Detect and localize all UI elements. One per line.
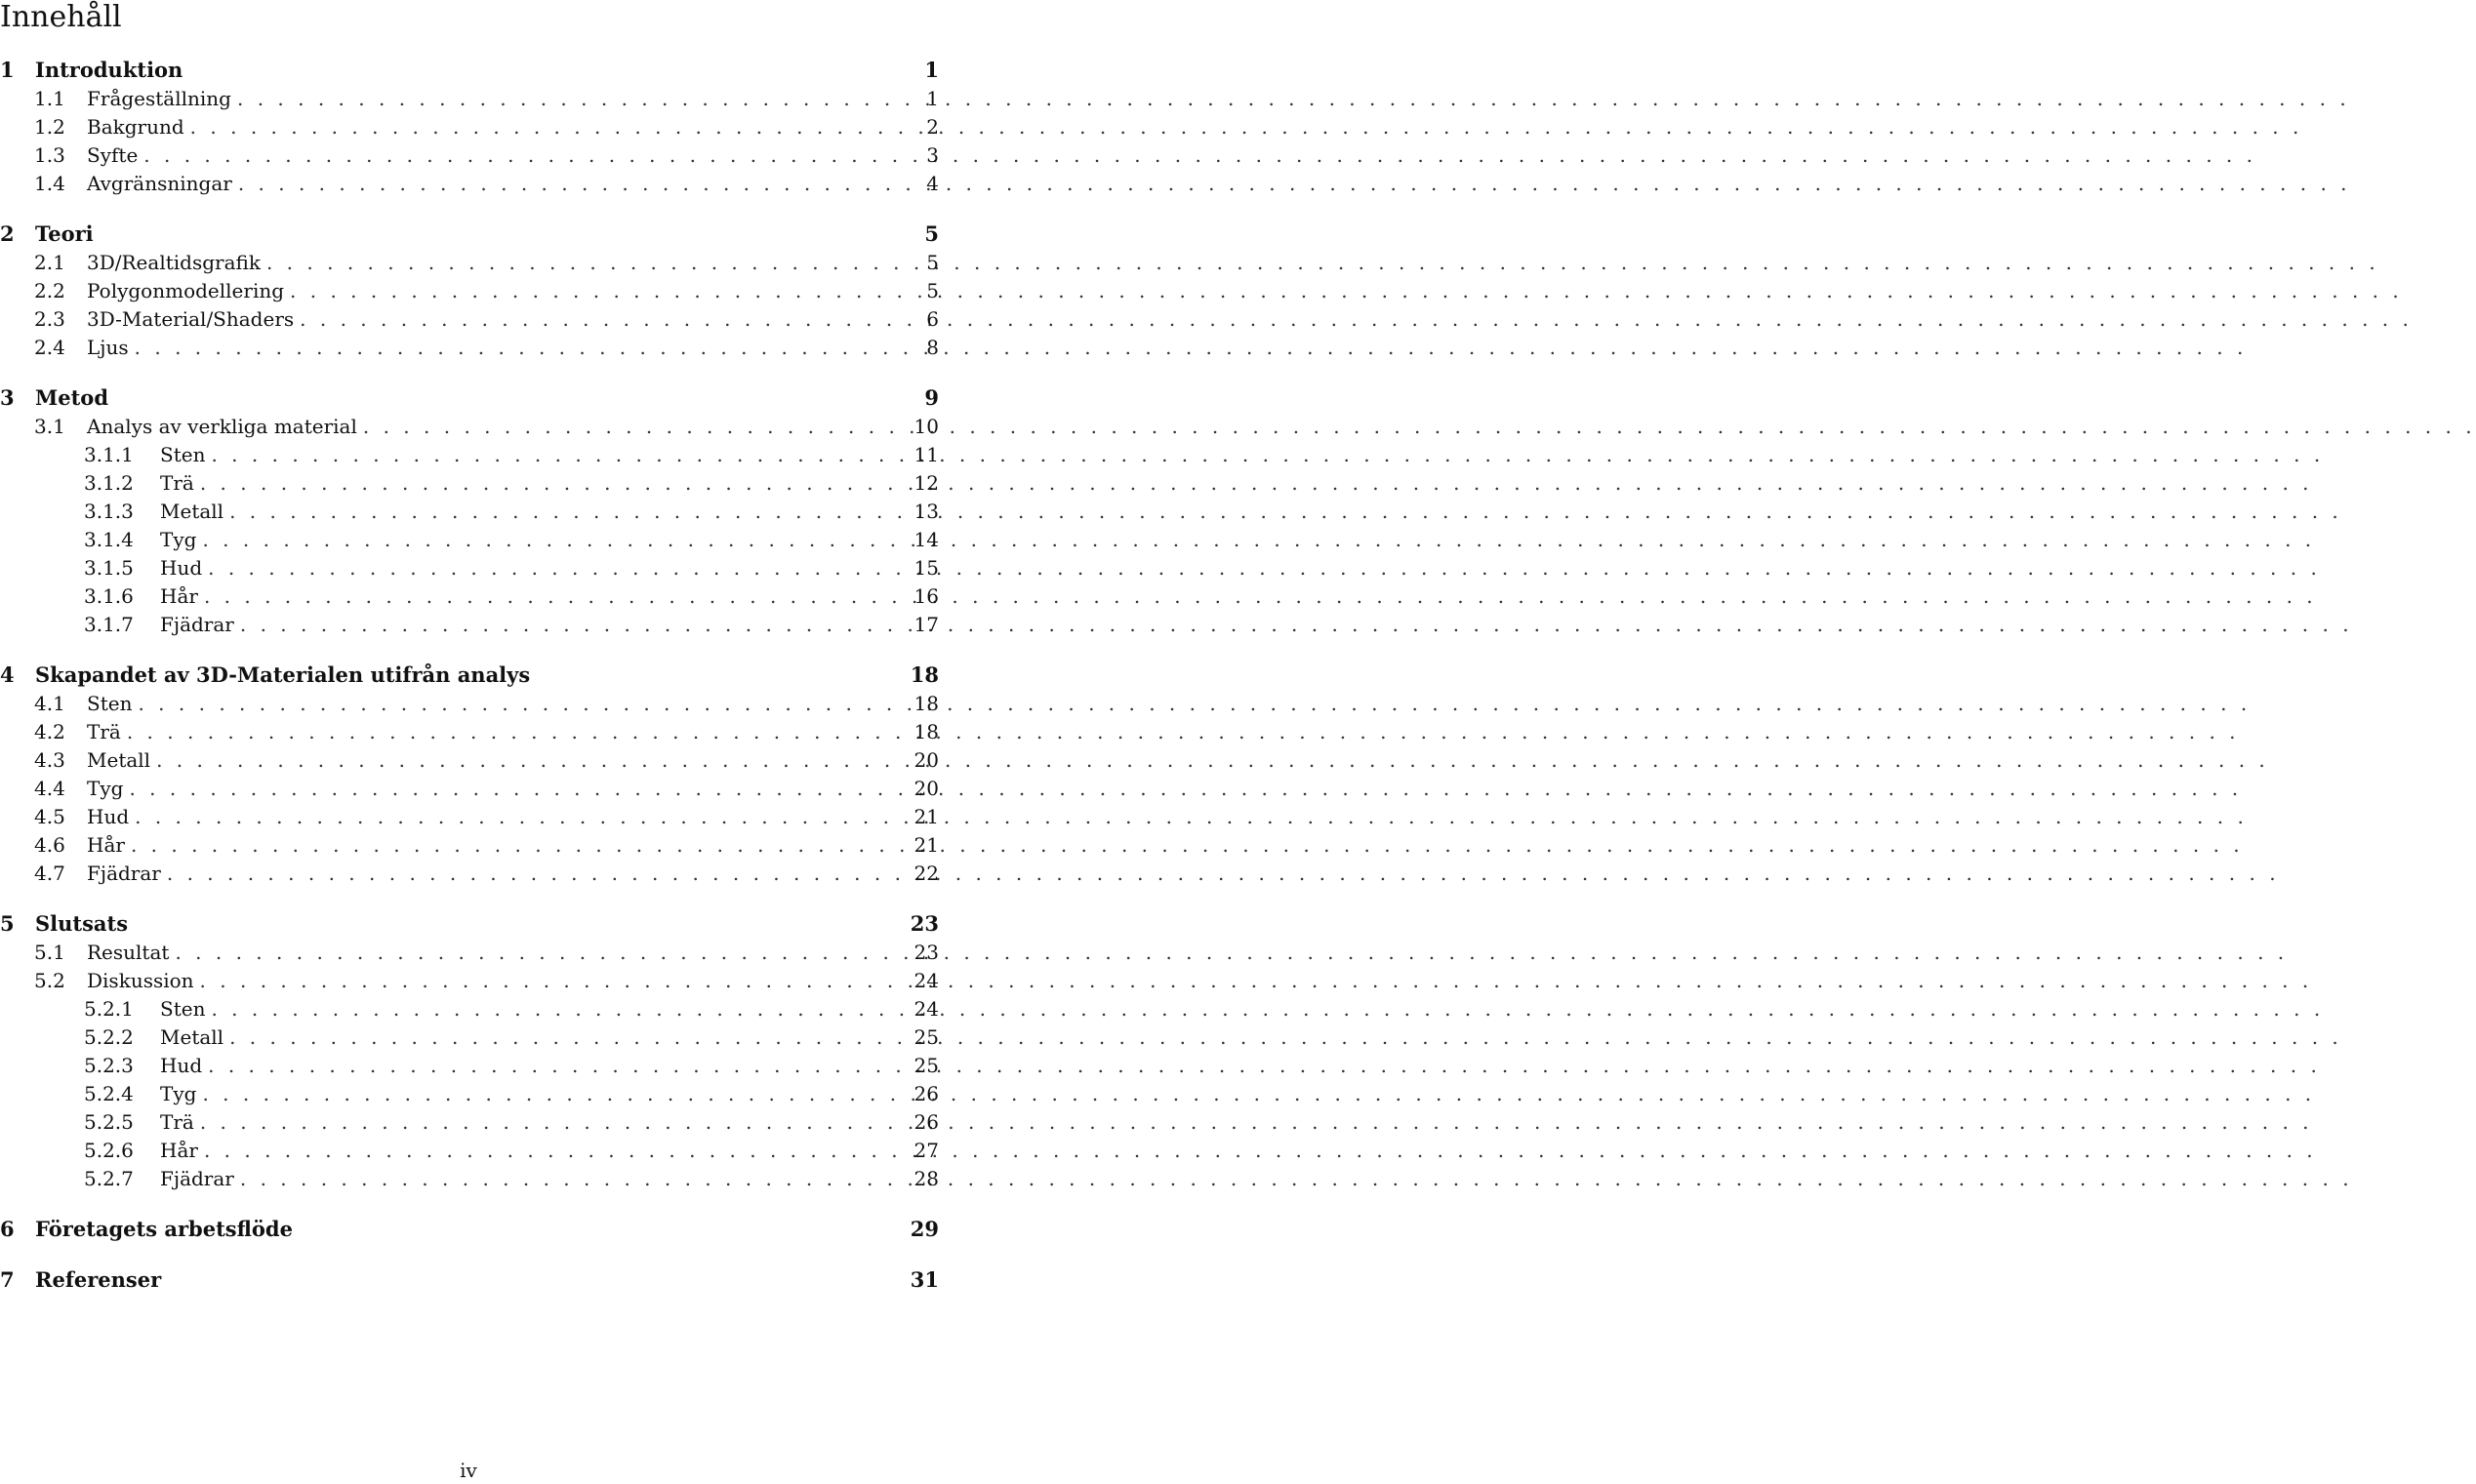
toc-entry-number: 5.2.4: [84, 1082, 134, 1105]
toc-entry-page: 20: [913, 777, 939, 800]
toc-dot-leader: [240, 1165, 909, 1192]
toc-entry-label: Ljus: [87, 336, 129, 359]
toc-entry-4-5[interactable]: [0, 803, 939, 830]
toc-entry-number: 2.2: [34, 279, 65, 302]
toc-entry-number: 5.2.7: [84, 1167, 134, 1190]
toc-entry-5[interactable]: [0, 910, 939, 938]
toc-entry-label: Bakgrund: [87, 115, 184, 139]
toc-entry-page: 18: [910, 662, 939, 687]
toc-entry-page: 31: [910, 1267, 939, 1292]
toc-entry-3[interactable]: [0, 384, 939, 412]
toc-entry-2-2[interactable]: [0, 277, 939, 304]
toc-entry-number: 3.1.2: [84, 471, 134, 495]
toc-entry-2-3[interactable]: [0, 305, 939, 333]
toc-entry-page: 26: [913, 1082, 939, 1105]
toc-entry-label: 3D/Realtidsgrafik: [87, 251, 261, 274]
toc-dot-leader: [127, 718, 909, 745]
toc-dot-leader: [238, 170, 912, 197]
page-number-footer: iv: [460, 1459, 477, 1482]
toc-dot-leader: [190, 113, 912, 140]
toc-dot-leader: [200, 1108, 909, 1136]
toc-entry-label: Hud: [160, 556, 203, 580]
toc-entry-page: 20: [913, 748, 939, 772]
toc-entry-label: Trä: [87, 720, 121, 743]
toc-entry-number: 3.1.4: [84, 528, 134, 551]
toc-entry-label: Fjädrar: [160, 1167, 234, 1190]
toc-dot-leader: [135, 803, 908, 830]
toc-entry-page: 8: [926, 336, 939, 359]
toc-dot-leader: [156, 746, 908, 774]
toc-dot-leader: [229, 498, 908, 525]
toc-entry-3-1-4[interactable]: [0, 526, 939, 553]
toc-dot-leader: [208, 554, 908, 582]
toc-entry-number: 5.2.1: [84, 997, 134, 1021]
toc-entry-5-2-5[interactable]: [0, 1108, 939, 1136]
toc-entry-page: 15: [913, 556, 939, 580]
toc-entry-page: 21: [913, 805, 939, 828]
toc-entry-1-2[interactable]: [0, 113, 939, 140]
toc-dot-leader: [237, 85, 912, 112]
toc-entry-label: Trä: [160, 471, 194, 495]
toc-entry-1-4[interactable]: [0, 170, 939, 197]
toc-entry-page: 5: [926, 279, 939, 302]
toc-entry-label: Metod: [35, 385, 108, 410]
toc-entry-number: 2.3: [34, 307, 65, 331]
toc-entry-label: Syfte: [87, 143, 139, 167]
toc-entry-page: 3: [926, 143, 939, 167]
toc-entry-page: 1: [926, 87, 939, 110]
toc-entry-4-7[interactable]: [0, 860, 939, 887]
toc-entry-label: Metall: [160, 500, 224, 523]
toc-entry-page: 10: [913, 415, 939, 438]
toc-entry-page: 21: [913, 833, 939, 857]
toc-entry-label: Analys av verkliga material: [87, 415, 357, 438]
toc-entry-1-3[interactable]: [0, 141, 939, 169]
toc-entry-page: 11: [913, 443, 939, 466]
toc-entry-number: 3.1.3: [84, 500, 134, 523]
toc-entry-4[interactable]: [0, 662, 939, 689]
toc-dot-leader: [204, 582, 909, 610]
toc-entry-page: 5: [924, 221, 939, 246]
toc-entry-number: 2: [0, 221, 15, 246]
toc-dot-leader: [167, 860, 909, 887]
toc-entry-3-1-7[interactable]: [0, 611, 939, 638]
toc-dot-leader: [229, 1023, 908, 1051]
toc-entry-page: 5: [926, 251, 939, 274]
toc-entry-number: 3.1.7: [84, 613, 134, 636]
toc-entry-number: 5.2: [34, 969, 65, 992]
toc-entry-number: 1.2: [34, 115, 65, 139]
toc-entry-number: 5.2.6: [84, 1139, 134, 1162]
toc-entry-page: 25: [913, 1025, 939, 1049]
toc-entry-page: 13: [913, 500, 939, 523]
toc-entry-page: 9: [924, 385, 939, 410]
toc-entry-label: Tyg: [87, 777, 124, 800]
toc-entry-label: Hår: [160, 1139, 198, 1162]
toc-dot-leader: [266, 249, 912, 276]
toc-entry-label: Sten: [160, 443, 206, 466]
toc-entry-3-1-6[interactable]: [0, 582, 939, 610]
toc-entry-5-2-7[interactable]: [0, 1165, 939, 1192]
toc-entry-number: 4.5: [34, 805, 65, 828]
toc-entry-2-4[interactable]: [0, 334, 939, 361]
toc-entry-page: 4: [926, 172, 939, 195]
toc-dot-leader: [300, 305, 912, 333]
toc-entry-number: 5.1: [34, 941, 65, 964]
toc-entry-label: Avgränsningar: [87, 172, 232, 195]
toc-entry-3-1-5[interactable]: [0, 554, 939, 582]
toc-entry-page: 12: [913, 471, 939, 495]
toc-entry-number: 4.3: [34, 748, 65, 772]
toc-dot-leader: [211, 441, 908, 468]
toc-entry-number: 5.2.3: [84, 1054, 134, 1077]
toc-entry-5-2-2[interactable]: [0, 1023, 939, 1051]
toc-entry-5-2-1[interactable]: [0, 995, 939, 1023]
toc-entry-number: 3.1.1: [84, 443, 134, 466]
toc-entry-page: 24: [913, 997, 939, 1021]
toc-entry-4-6[interactable]: [0, 831, 939, 859]
toc-dot-leader: [202, 526, 908, 553]
toc-entry-2[interactable]: [0, 221, 939, 248]
toc-entry-label: Hår: [87, 833, 125, 857]
toc-dot-leader: [129, 775, 908, 802]
toc-entry-label: Slutsats: [35, 911, 129, 936]
toc-entry-page: 23: [910, 911, 939, 936]
toc-entry-number: 1.3: [34, 143, 65, 167]
toc-entry-label: Hud: [87, 805, 130, 828]
toc-dot-leader: [138, 690, 908, 717]
toc-entry-label: Teori: [35, 221, 94, 246]
toc-dot-leader: [143, 141, 912, 169]
toc-entry-number: 3.1.6: [84, 584, 134, 608]
toc-entry-5-2-6[interactable]: [0, 1137, 939, 1164]
toc-entry-label: Polygonmodellering: [87, 279, 285, 302]
toc-entry-number: 3.1: [34, 415, 65, 438]
toc-entry-label: Sten: [87, 692, 133, 715]
toc-entry-label: Sten: [160, 997, 206, 1021]
toc-entry-label: Hår: [160, 584, 198, 608]
toc-entry-number: 1: [0, 58, 15, 82]
toc-entry-label: Fjädrar: [87, 862, 161, 885]
toc-entry-number: 5.2.5: [84, 1110, 134, 1134]
toc-entry-6[interactable]: [0, 1216, 939, 1243]
toc-entry-3-1-2[interactable]: [0, 469, 939, 497]
toc-entry-1-1[interactable]: [0, 85, 939, 112]
toc-entry-page: 17: [913, 613, 939, 636]
toc-entry-number: 4.6: [34, 833, 65, 857]
toc-entry-label: Skapandet av 3D-Materialen utifrån analys: [35, 662, 531, 687]
toc-entry-label: Tyg: [160, 528, 197, 551]
toc-entry-number: 5: [0, 911, 15, 936]
toc-entry-number: 4.4: [34, 777, 65, 800]
toc-dot-leader: [202, 1080, 908, 1107]
toc-entry-page: 27: [913, 1139, 939, 1162]
toc-entry-number: 3.1.5: [84, 556, 134, 580]
toc-entry-number: 5.2.2: [84, 1025, 134, 1049]
toc-entry-label: Hud: [160, 1054, 203, 1077]
toc-entry-label: Fjädrar: [160, 613, 234, 636]
toc-entry-number: 1.4: [34, 172, 65, 195]
toc-entry-label: Metall: [160, 1025, 224, 1049]
toc-entry-number: 6: [0, 1217, 15, 1241]
toc-entry-page: 14: [913, 528, 939, 551]
toc-entry-label: Trä: [160, 1110, 194, 1134]
toc-entry-page: 2: [926, 115, 939, 139]
toc-dot-leader: [240, 611, 909, 638]
toc-dot-leader: [135, 334, 912, 361]
toc-entry-page: 24: [913, 969, 939, 992]
toc-entry-page: 6: [926, 307, 939, 331]
toc-dot-leader: [208, 1052, 908, 1079]
toc-entry-5-1[interactable]: [0, 939, 939, 966]
toc-entry-label: Frågeställning: [87, 87, 231, 110]
toc-entry-number: 3: [0, 385, 15, 410]
toc-entry-page: 1: [924, 58, 939, 82]
toc-dot-leader: [200, 967, 909, 994]
toc-entry-number: 4.7: [34, 862, 65, 885]
toc-entry-number: 1.1: [34, 87, 65, 110]
toc-entry-page: 18: [913, 692, 939, 715]
toc-entry-1[interactable]: [0, 57, 939, 84]
toc-entry-label: 3D-Material/Shaders: [87, 307, 295, 331]
toc-entry-number: 4: [0, 662, 15, 687]
toc-entry-label: Introduktion: [35, 58, 183, 82]
toc-dot-leader: [200, 469, 909, 497]
toc-entry-page: 25: [913, 1054, 939, 1077]
toc-entry-page: 18: [913, 720, 939, 743]
toc-entry-page: 22: [913, 862, 939, 885]
toc-entry-label: Metall: [87, 748, 151, 772]
toc-entry-label: Diskussion: [87, 969, 194, 992]
toc-dot-leader: [211, 995, 908, 1023]
toc-entry-5-2-4[interactable]: [0, 1080, 939, 1107]
toc-entry-4-4[interactable]: [0, 775, 939, 802]
toc-entry-number: 7: [0, 1267, 15, 1292]
toc-entry-page: 23: [913, 941, 939, 964]
toc-entry-number: 4.1: [34, 692, 65, 715]
toc-entry-3-1-3[interactable]: [0, 498, 939, 525]
toc-entry-number: 2.1: [34, 251, 65, 274]
toc-entry-label: Referenser: [35, 1267, 162, 1292]
toc-entry-page: 29: [910, 1217, 939, 1241]
toc-entry-3-1[interactable]: [0, 413, 939, 440]
toc-entry-label: Resultat: [87, 941, 170, 964]
toc-entry-3-1-1[interactable]: [0, 441, 939, 468]
table-of-contents: [0, 0, 937, 1484]
toc-entry-page: 28: [913, 1167, 939, 1190]
toc-entry-label: Företagets arbetsflöde: [35, 1217, 293, 1241]
toc-dot-leader: [363, 413, 909, 440]
toc-entry-4-1[interactable]: [0, 690, 939, 717]
toc-dot-leader: [290, 277, 912, 304]
toc-entry-page: 16: [913, 584, 939, 608]
toc-entry-4-3[interactable]: [0, 746, 939, 774]
toc-entry-number: 2.4: [34, 336, 65, 359]
toc-dot-leader: [131, 831, 909, 859]
toc-dot-leader: [204, 1137, 909, 1164]
toc-entry-label: Tyg: [160, 1082, 197, 1105]
toc-entry-4-2[interactable]: [0, 718, 939, 745]
toc-entry-7[interactable]: [0, 1266, 939, 1294]
toc-entry-5-2[interactable]: [0, 967, 939, 994]
toc-entry-number: 4.2: [34, 720, 65, 743]
toc-entry-page: 26: [913, 1110, 939, 1134]
toc-dot-leader: [175, 939, 908, 966]
toc-entry-5-2-3[interactable]: [0, 1052, 939, 1079]
page-title: Innehåll: [0, 0, 122, 34]
toc-entry-2-1[interactable]: [0, 249, 939, 276]
